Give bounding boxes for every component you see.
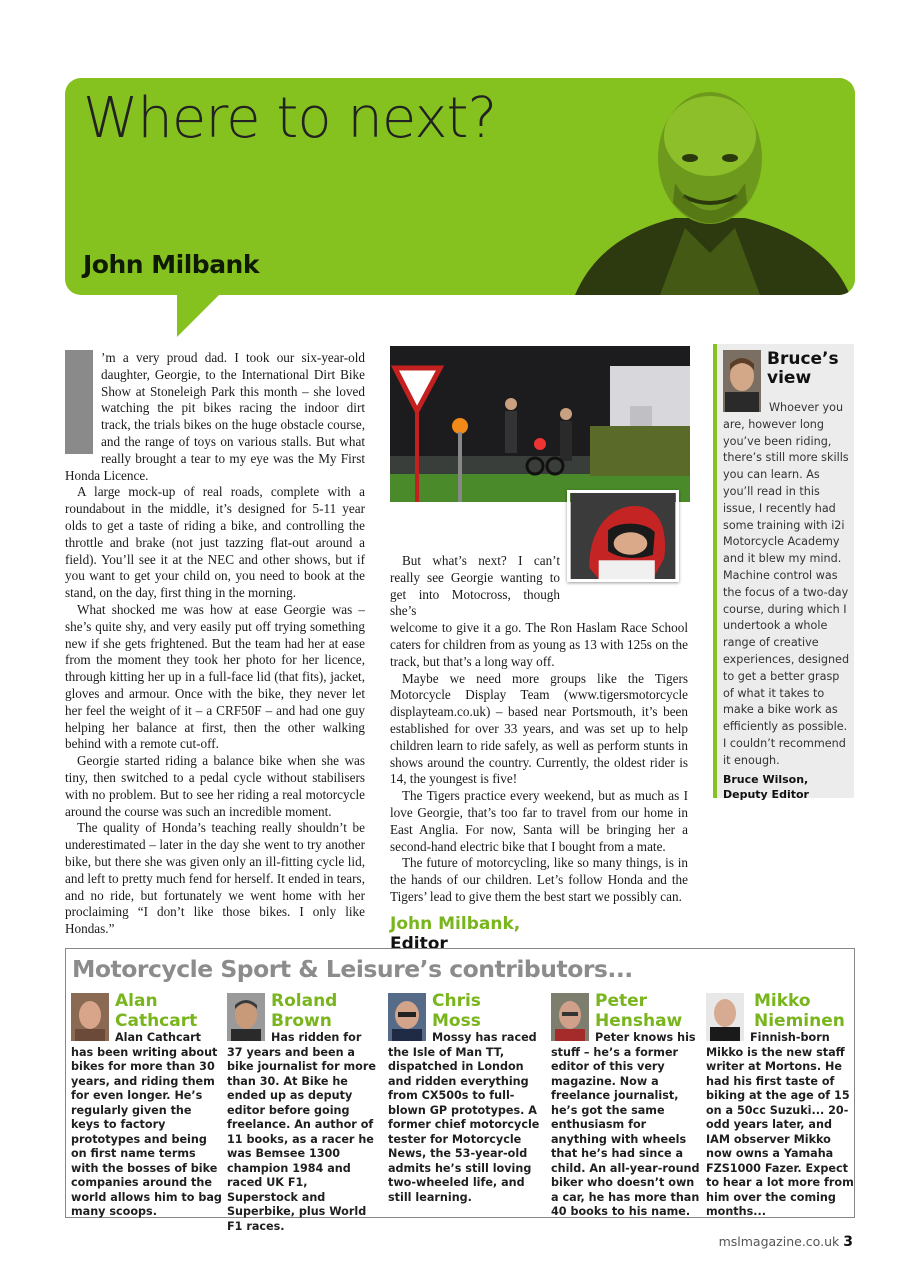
article-column-1 xyxy=(65,350,365,938)
page-footer xyxy=(719,1234,853,1250)
contributor-name: Roland Brown xyxy=(271,991,338,1031)
sidebar-title: Bruce’s view xyxy=(767,349,839,388)
contributor-bio: Alan Cathcart has been writing about bikes for more than 30 years, and riding them for even longer. He’s regularly given the keys to factory prototypes and being on first name terms with the bosses of bike companies around the world allows him to bag many scoops. xyxy=(71,1031,222,1218)
contributors-box xyxy=(65,948,855,1233)
banner-pointer xyxy=(177,293,221,337)
sidebar-body: Whoever you are, however long you’ve been riding, there’s still more skills you can learn. As you’ll read in this issue, I recently had some training with i2i Motorcycle Academy and it blew my mind. Machine control was the focus of a two-day course, during which I undertook a whole range of creative experiences, designed to get a better grasp of what it takes to make a bike work as efficiently as possible. I couldn’t recommend it enough. xyxy=(723,401,850,767)
article-paragraph: ’m a very proud dad. I took our six-year-old daughter, Georgie, to the International Dirt Bike Show at Stoneleigh Park this month – she loved watching the pit bikes racing the indoor dirt track, the trials bikes on the huge obstacle course, and the range of toys on various stalls. But what really brought a tear to my eye was the My First Honda Licence. xyxy=(65,350,365,483)
bruces-view-sidebar xyxy=(713,344,854,801)
author-name: John Milbank xyxy=(83,250,259,279)
article-paragraph: The Tigers practice every weekend, but as much as I love Georgie, that’s too far to travel from our home in East Anglia. For now, Santa will be bringing her a second-hand electric bike that I bought from a mate. xyxy=(390,788,688,854)
signoff-name: John Milbank, xyxy=(390,913,521,934)
contributors-title: Motorcycle Sport & Leisure’s contributors... xyxy=(72,955,633,983)
article-column-2 xyxy=(390,553,688,954)
article-paragraph: The quality of Honda’s teaching really shouldn’t be underestimated – later in the day she went to try another bike, but there she was given only an ill-fitting cycle lid, and left to pretty much fend for herself. It ended in tears, and no ride, but fortunately we went home with her proclaiming “I don’t like those bikes. I only like Hondas.” xyxy=(65,820,365,937)
editor-portrait xyxy=(565,78,855,295)
drop-cap xyxy=(65,350,93,454)
magazine-url: mslmagazine.co.uk xyxy=(718,1234,840,1249)
contributor-name: Mikko Nieminen xyxy=(754,991,845,1031)
signoff-role: Editor xyxy=(390,933,448,954)
sidebar-sign-name: Bruce Wilson, xyxy=(723,772,809,786)
page-title: Where to next? xyxy=(83,86,497,151)
contributor-bio: Peter knows his stuff – he’s a former editor of this very magazine. Now a freelance journalist, he’s got the same enthusiasm for anything with wheels that he’s had since a child. An all-year-round biker who doesn’t own a car, he has more than 40 books to his name. xyxy=(551,1031,700,1218)
article-paragraph: The future of motorcycling, like so many things, is in the hands of our children. Let’s follow Honda and the Tigers’ lead to give them the best start we possibly can. xyxy=(390,855,688,904)
contributor-bio: Finnish-born Mikko is the new staff writer at Mortons. He had his first taste of biking at the age of 15 on a 50cc Suzuki... 20-odd years later, and IAM observer Mikko now owns a Yamaha FZS1000 Fazer. Expect to hear a lot more from him over the coming months... xyxy=(706,1031,854,1218)
show-photo xyxy=(390,346,690,502)
contributor-name: Alan Cathcart xyxy=(115,991,198,1031)
contributor-name: Peter Henshaw xyxy=(595,991,683,1031)
sidebar-text xyxy=(723,400,853,802)
sidebar-sign-role: Deputy Editor xyxy=(723,787,809,801)
article-paragraph: What shocked me was how at ease Georgie was – she’s quite shy, and very easily put off trying something new if she gets frightened. But the team had her at ease from the moment they took her photo for her licence, through kitting her up in a full-face lid (that fits), jacket, gloves and armour. Once with the bike, they never let her feel the weight of it – a CRF50F – and had one guy helping her balance at first, then the other walking behind with a remote cut-off. xyxy=(65,601,365,752)
sidebar-signature xyxy=(723,772,853,802)
header-banner xyxy=(65,78,855,295)
contributor-name: Chris Moss xyxy=(432,991,481,1031)
contributor-bio: Mossy has raced the Isle of Man TT, dispatched in London and ridden everything from CX500s to full-blown GP prototypes. A former chief motorcycle tester for Motorcycle News, the 53-year-old admits he’s still loving two-wheeled life, and still learning. xyxy=(388,1031,540,1204)
article-paragraph: Maybe we need more groups like the Tigers Motorcycle Display Team (www.tigersmotorcycle displayteam.co.uk) – based near Portsmouth, it’s been established for over 33 years, and was set up to help children learn to ride safely, as well as perform stunts in shows around the country. Currently, the oldest rider is 14, the youngest is five! xyxy=(390,670,688,787)
article-paragraph: Georgie started riding a balance bike when she was tiny, then switched to a pedal cycle without stabilisers with no problem. But to see her riding a real motorcycle around the course was such an incredible moment. xyxy=(65,753,365,819)
article-paragraph: A large mock-up of real roads, complete with a roundabout in the middle, it’s designed for 5-11 year olds to get a taste of riding a bike, and controlling the throttle and brake (not just tazzing flat-out around a field). You’ll see it at the NEC and other shows, but if you want to get your child on, you need to book at the stand, on the day, first thing in the morning. xyxy=(65,484,365,601)
article-paragraph: But what’s next? I can’t really see Georgie wanting to get into Motocross, though she’s xyxy=(390,553,560,619)
article-paragraph: welcome to give it a go. The Ron Haslam Race School caters for children from as young as 13 with 125s on the track, but that’s a long way off. xyxy=(390,620,688,669)
contributor-bio: Has ridden for 37 years and been a bike journalist for more than 30. At Bike he ended up as deputy editor before going freelance. An author of 11 books, as a racer he was Bemsee 1300 champion 1984 and raced UK F1, Superstock and Superbike, plus World F1 races. xyxy=(227,1031,376,1233)
page-number: 3 xyxy=(843,1234,853,1250)
